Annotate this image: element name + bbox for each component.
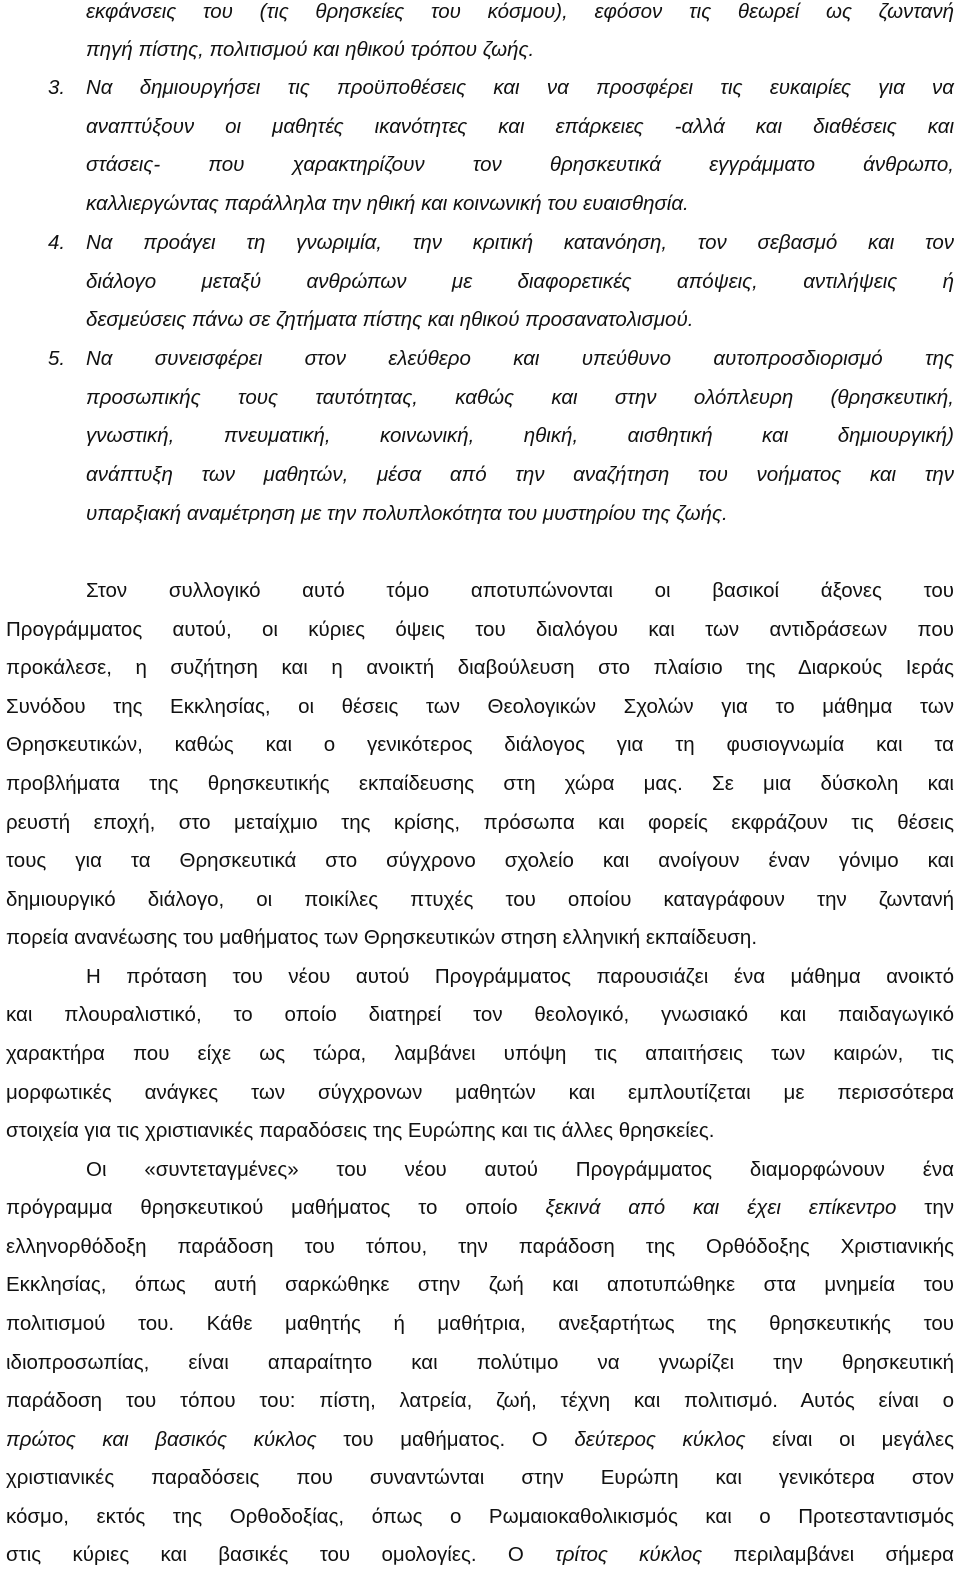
text-line: καλλιεργώντας παράλληλα την ηθική και κοινωνική του ευαισθησία. <box>86 192 689 215</box>
text-line: δεσμεύσεις πάνω σε ζητήματα πίστης και ηθικού προσανατολισμού. <box>86 308 694 331</box>
list-number: 3. <box>48 76 66 99</box>
emphasis-text: πρώτος και βασικός κύκλος <box>6 1428 317 1451</box>
text-line: προσωπικής τους ταυτότητας, καθώς και στην ολόπλευρη (θρησκευτική, <box>86 386 954 409</box>
text-line: διάλογο μεταξύ ανθρώπων με διαφορετικές απόψεις, αντιλήψεις ή <box>86 270 954 293</box>
text-line: εκφάνσεις του (τις θρησκείες του κόσμου), εφόσον τις θεωρεί ως ζωντανή <box>86 0 954 23</box>
text-line: πηγή πίστης, πολιτισμού και ηθικού τρόπου ζωής. <box>86 38 535 61</box>
text-line: πορεία ανανέωσης του μαθήματος των Θρησκευτικών στηση ελληνική εκπαίδευση. <box>6 926 758 949</box>
text-line: Θρησκευτικών, καθώς και ο γενικότερος διάλογος για τη φυσιογνωμία και τα <box>6 733 954 756</box>
emphasis-text: δεύτερος κύκλος <box>574 1428 746 1451</box>
text-line <box>6 1541 954 1569</box>
text-line: ανάπτυξη των μαθητών, μέσα από την αναζήτηση του νοήματος και την <box>86 463 954 486</box>
text-line: Προγράμματος αυτού, οι κύριες όψεις του διαλόγου και των αντιδράσεων που <box>6 618 954 641</box>
text-line: υπαρξιακή αναμέτρηση με την πολυπλοκότητα του μυστηρίου της ζωής. <box>86 502 728 525</box>
text-line: χριστιανικές παραδόσεις που συναντώνται στην Ευρώπη και γενικότερα στον <box>6 1466 954 1489</box>
text-line: ιδιοπροσωπίας, είναι απαραίτητο και πολύτιμο να γνωρίζει την θρησκευτική <box>6 1351 954 1374</box>
text-line: Η πρόταση του νέου αυτού Προγράμματος παρουσιάζει ένα μάθημα ανοικτό <box>86 965 954 988</box>
text-line: δημιουργικό διάλογο, οι ποικίλες πτυχές του οποίου καταγράφουν την ζωντανή <box>6 888 954 911</box>
text-line <box>6 1194 954 1222</box>
text-line: Συνόδου της Εκκλησίας, οι θέσεις των Θεολογικών Σχολών για το μάθημα των <box>6 695 954 718</box>
text-line: κόσμο, εκτός της Ορθοδοξίας, όπως ο Ρωμαιοκαθολικισμός και ο Προτεσταντισμός <box>6 1505 954 1528</box>
text-line: αναπτύξουν οι μαθητές ικανότητες και επάρκειες -αλλά και διαθέσεις και <box>86 115 954 138</box>
text-line: Εκκλησίας, όπως αυτή σαρκώθηκε στην ζωή και αποτυπώθηκε στα μνημεία του <box>6 1273 954 1296</box>
text-line: προκάλεσε, η συζήτηση και η ανοικτή διαβούλευση στο πλαίσιο της Διαρκούς Ιεράς <box>6 656 954 679</box>
text-line: Να προάγει τη γνωριμία, την κριτική κατανόηση, τον σεβασμό και τον <box>86 231 954 254</box>
text-run: είναι οι μεγάλες <box>745 1428 955 1451</box>
text-line: στοιχεία για τις χριστιανικές παραδόσεις της Ευρώπης και τις άλλες θρησκείες. <box>6 1119 715 1142</box>
text-line: ρευστή εποχή, στο μεταίχμιο της κρίσης, πρόσωπα και φορείς εκφράζουν τις θέσεις <box>6 811 954 834</box>
text-line: στάσεις- που χαρακτηρίζουν τον θρησκευτικά εγγράμματο άνθρωπο, <box>86 153 954 176</box>
text-run: την <box>896 1196 954 1219</box>
text-line: προβλήματα της θρησκευτικής εκπαίδευσης στη χώρα μας. Σε μια δύσκολη και <box>6 772 954 795</box>
text-run: περιλαμβάνει σήμερα <box>702 1543 954 1566</box>
text-line: και πλουραλιστικό, το οποίο διατηρεί τον θεολογικό, γνωσιακό και παιδαγωγικό <box>6 1003 954 1026</box>
text-run: στις κύριες και βασικές του ομολογίες. Ο <box>6 1543 556 1566</box>
text-run: του μαθήματος. Ο <box>316 1428 575 1451</box>
text-line: Οι «συντεταγμένες» του νέου αυτού Προγράμματος διαμορφώνουν ένα <box>86 1158 954 1181</box>
emphasis-text: τρίτος κύκλος <box>555 1543 703 1566</box>
text-line: τους για τα Θρησκευτικά στο σύγχρονο σχολείο και ανοίγουν έναν γόνιμο και <box>6 849 954 872</box>
text-line: πολιτισμού του. Κάθε μαθητής ή μαθήτρια, ανεξαρτήτως της θρησκευτικής του <box>6 1312 954 1335</box>
list-number: 4. <box>48 231 66 254</box>
emphasis-text: ξεκινά από και έχει επίκεντρο <box>545 1196 897 1219</box>
text-line: παράδοση του τόπου του: πίστη, λατρεία, ζωή, τέχνη και πολιτισμό. Αυτός είναι ο <box>6 1389 954 1412</box>
text-line: ελληνορθόδοξη παράδοση του τόπου, την παράδοση της Ορθόδοξης Χριστιανικής <box>6 1235 954 1258</box>
text-line: χαρακτήρα που είχε ως τώρα, λαμβάνει υπόψη τις απαιτήσεις των καιρών, τις <box>6 1042 954 1065</box>
text-line: Να συνεισφέρει στον ελεύθερο και υπεύθυνο αυτοπροσδιορισμό της <box>86 347 954 370</box>
text-line: μορφωτικές ανάγκες των σύγχρονων μαθητών και εμπλουτίζεται με περισσότερα <box>6 1081 954 1104</box>
text-line: Στον συλλογικό αυτό τόμο αποτυπώνονται οι βασικοί άξονες του <box>86 579 954 602</box>
text-run: πρόγραμμα θρησκευτικού μαθήματος το οποίο <box>6 1196 546 1219</box>
list-number: 5. <box>48 347 66 370</box>
text-line <box>6 1426 954 1454</box>
text-line: γνωστική, πνευματική, κοινωνική, ηθική, αισθητική και δημιουργική) <box>86 424 954 447</box>
text-line: Να δημιουργήσει τις προϋποθέσεις και να προσφέρει τις ευκαιρίες για να <box>86 76 954 99</box>
